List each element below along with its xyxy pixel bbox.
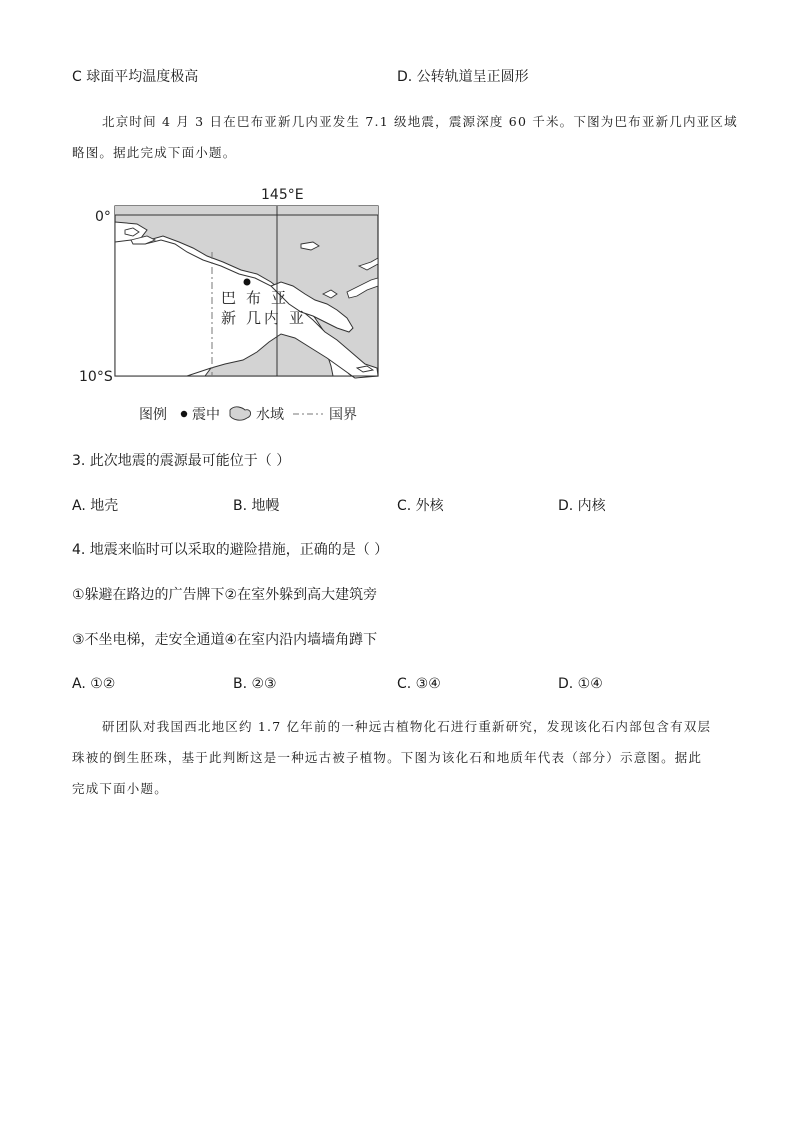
q4-stem: 4. 地震来临时可以采取的避险措施，正确的是（ ） [72, 542, 389, 558]
q3-option-b: B. 地幔 [233, 498, 280, 514]
country-char-3: 亚 [271, 289, 287, 307]
legend-title: 图例 [139, 407, 167, 423]
q3-option-c: C. 外核 [397, 498, 444, 514]
country-char-5: 几 [246, 309, 262, 327]
passage2-line2: 珠被的倒生胚珠，基于此判断这是一种远古被子植物。下图为该化石和地质年代表（部分）示意图。据此 [72, 750, 703, 765]
epicenter-dot [244, 279, 251, 286]
country-char-1: 巴 [221, 289, 237, 307]
lat-bottom-label: 10°S [79, 369, 113, 385]
q4-option-a: A. ①② [72, 676, 116, 692]
q3-option-d: D. 内核 [558, 498, 606, 514]
legend-water-icon [230, 407, 251, 420]
legend-epicenter-icon [181, 411, 187, 417]
country-char-4: 新 [221, 309, 237, 327]
q3-stem: 3. 此次地震的震源最可能位于（ ） [72, 453, 291, 469]
option-c-previous: C 球面平均温度极高 [72, 69, 199, 85]
q3-option-a: A. 地壳 [72, 498, 119, 514]
q4-option-c: C. ③④ [397, 676, 441, 692]
country-char-6: 内 [264, 309, 280, 327]
option-d-previous: D. 公转轨道呈正圆形 [397, 69, 529, 85]
passage2-line3: 完成下面小题。 [72, 781, 168, 796]
meridian-label: 145°E [261, 187, 304, 203]
legend-water-label: 水域 [256, 407, 284, 423]
lat-top-label: 0° [95, 209, 111, 225]
passage2-line1: 研团队对我国西北地区约 1.7 亿年前的一种远古植物化石进行重新研究，发现该化石内部包含有双层 [102, 719, 712, 734]
q4-option-b: B. ②③ [233, 676, 277, 692]
papua-new-guinea-map [75, 182, 395, 427]
q4-statement-1: ①躲避在路边的广告牌下②在室外躲到高大建筑旁 [72, 587, 378, 603]
top-strip [115, 206, 378, 215]
q4-option-d: D. ①④ [558, 676, 603, 692]
q4-statement-2: ③不坐电梯，走安全通道④在室内沿内墙墙角蹲下 [72, 632, 378, 648]
country-char-7: 亚 [289, 309, 305, 327]
legend-epicenter-label: 震中 [192, 407, 220, 423]
country-char-2: 布 [246, 289, 262, 307]
passage1-line2: 略图。据此完成下面小题。 [72, 145, 237, 160]
passage1-line1: 北京时间 4 月 3 日在巴布亚新几内亚发生 7.1 级地震，震源深度 60 千米。下图为巴布亚新几内亚区域 [102, 114, 738, 129]
legend-border-label: 国界 [329, 407, 357, 423]
